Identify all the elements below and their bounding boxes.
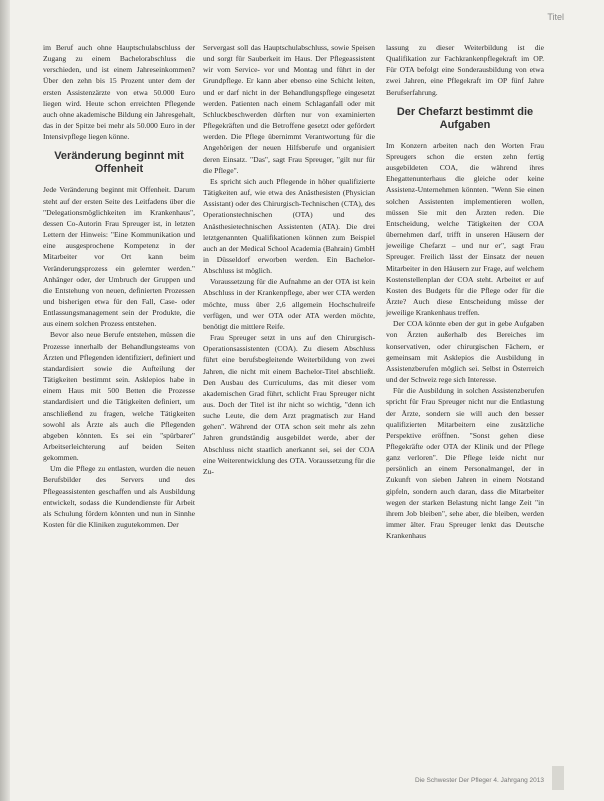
paragraph: Es spricht sich auch Pflegende in höher qualifizierte Tätigkeiten auf, wie etwa des Anästhesisten (Physician Assistant) oder des Chirurgisch-Technischen (CTA), des Operationstechnischen (OTA) und des Anästhesietechnischen Assistenten (ATA). Die drei letztgenannten Qualifikationen können zum Beispiel auch an der Medical School Academia (Bahrain) GmbH in Düsseldorf erworben werden. Ein Bachelor-Abschluss ist möglich. <box>203 176 375 276</box>
paragraph: Für die Ausbildung in solchen Assistenzberufen spricht für Frau Spreuger nicht nur die Entlastung der Ärzte, sondern sie will auch den besser qualifizierten Mitarbeitern eine zusätzliche Perspektive eröffnen. "Sonst gehen diese Pflegekräfte oder OTA der Klinik und der Pflege ganz verloren". Die Pflege leide nicht nur persönlich an einem Personalmangel, der in Zukunft von sieben Jahren in einem Notstand gipfeln, sondern auch daran, dass die Mitarbeiter wegen der starken Belastung nicht lange Zeit "in ihrem Job bleiben", sehe aber, die bleiben, werden immer älter. Frau Spreuger lenkt das Deutsche Krankenhaus <box>386 386 544 541</box>
page-edge-tab <box>552 766 564 790</box>
page-footer: Die Schwester Der Pfleger 4. Jahrgang 2013 <box>415 777 544 784</box>
paragraph: Servergast soll das Hauptschulabschluss, sowie Speisen und sorgt für Sauberkeit im Haus. Der Pflegeassistent wir vom Service- vor und Montag und führt in der Grundpflege. Er kann aber ebenso eine Schicht leiten, und er darf nicht in der Behandlungspflege eingesetzt werden. Patienten nach einem Schlaganfall oder mit Schluckbeschwerden dürften nur von examinierten Pflegekräften und die Betroffene gesetzt oder gefördert werden. Die Pflege übernimmt Verantwortung für die Angehörigen der neuen Hilfsberufe und organisiert deren Einsatz. "Das", sagt Frau Spreuger, "gilt nur für die Pflege". <box>203 43 375 175</box>
column-3 <box>386 42 544 541</box>
paragraph: Um die Pflege zu entlasten, wurden die neuen Berufsbilder des Servers und des Pflegeassistenten geschaffen und als Ausbildung entwickelt, sodass die Kundendienste für Arbeit als Schulung fördern könnten und nun in Sinnhe Kosten für die Kliniken zugutekommen. Der <box>43 464 195 530</box>
binding-gutter <box>0 0 10 801</box>
column-2 <box>203 42 375 477</box>
paragraph: lassung zu dieser Weiterbildung ist die Qualifikation zur Fachkrankenpflegekraft im OP. Für OTA befolgt eine Sonderausbildung von etwa zwei Jahren, eine Pflegekraft im OP fünf Jahre Berufserfahrung. <box>386 43 544 97</box>
section-header: Titel <box>547 12 564 22</box>
column-1 <box>43 42 195 530</box>
paragraph: Im Konzern arbeiten nach den Worten Frau Spreugers schon die ersten zehn fertig ausgebildeten COA, die während ihres Ehegattenunterhaus die gleiche oder keine Assistenz-Unternehmen könnten. "Wenn Sie einen solchen Assistenten implementieren wollen, müssen Sie mit den Ärzten reden. Die Entscheidung, welche Tätigkeiten der COA übernehmen darf, trifft in unseren Häusern der jeweilige Chefarzt – und nur er", sagt Frau Spreuger. Freilich lässt der Einsatz der neuen Mitarbeiter in den Häusern zur Frage, auf welchem Kostenstellenplan der COA steht. Arbeitet er auf Kosten des Budgets für die Pflege oder für die Ärzte? Auch diese Entscheidung müsse der jeweilige Krankenhaus treffen. <box>386 140 544 318</box>
paragraph: Bevor also neue Berufe entstehen, müssen die Prozesse innerhalb der Behandlungsteams von Ärzten und Pflegenden identifiziert, definiert und standardisiert sowie die Aufteilung der Tätigkeiten bestimmt sein. Asklepios habe in einem Haus mit 500 Betten die Prozesse standardisiert und die Tätigkeiten definiert, um anschließend zu fragen, welche Tätigkeiten sowohl als Ärzte als auch die Pflegenden abgeben könnten. Es sei ein "spürbarer" Arbeitserleichterung auf beiden Seiten gekommen. <box>43 330 195 463</box>
section-heading: Der Chefarzt bestimmt die Aufgaben <box>396 105 534 131</box>
paragraph: Voraussetzung für die Aufnahme an der OTA ist kein Abschluss in der Krankenpflege, aber wer CTA werden möchte, muss über 2,6 allgemein Hochschulreife verfügen, und wer OTA oder ATA werden möchte, benötigt die mittlere Reife. <box>203 277 375 331</box>
paragraph: Jede Veränderung beginnt mit Offenheit. Darum steht auf der ersten Seite des Leitfadens über die "Delegationsmöglichkeiten im Krankenhaus", dessen Co-Autorin Frau Spreuger ist, in letzten Lettern der Hinweis: "Eine Kommunikation und eine ausgesprochene Kompetenz in der Mitarbeiter vor Ort kann beim Veränderungsprozess ein gelernter werden." Anhänger oder, der Umbruch der Gruppen und die Entstehung von neuen, definierten Prozessen und bisherigen etwa für den Fall, Case- oder Entlassungsmanagement sein der Produkte, die aus einem solchen Prozess entstehen. <box>43 185 195 329</box>
section-heading: Veränderung beginnt mit Offenheit <box>54 150 184 176</box>
paragraph: Der COA könnte eben der gut in gebe Aufgaben von Ärzten außerhalb des Bereiches im konservativen, oder chirurgischen Fächern, er gemeinsam mit Asklepios die Ausbildung in Assistenzberufen möglich sei. Selbst in Österreich und der Schweiz rege sich Interesse. <box>386 319 544 385</box>
paragraph: im Beruf auch ohne Hauptschulabschluss der Zugang zu einem Bachelorabschluss die verschieden, und ist einem Jahreseinkommen? Über den zehn bis 15 Prozent unter dem der ersten Assistenzärzte von etwa 50.000 Euro liegen wird. Heute schon erreichten Pflegende auch ohne akademische Bildung ein Jahresgehalt, das in der Spitze bei mehr als 50.000 Euro in der Intensivpflege liegen könne. <box>43 43 195 142</box>
paragraph: Frau Spreuger setzt in uns auf den Chirurgisch-Operationsassistenten (COA). Zu diesem Abschluss führt eine berufsbegleitende Weiterbildung von zwei Jahren, die nicht mit einem Bachelor-Titel abschließt. Den Ausbau des Curriculums, das mit dieser vom akademischen Grad führt, schlicht Frau Spreuger nicht aus. Doch der Titel ist ihr nicht so wichtig, "denn ich suche Leute, die dem Arzt pragmatisch zur Hand gehen". Während der OTA schon seit mehr als zehn Jahren grundständig ausgebildet werde, aber der Abschluss nicht staatlich anerkannt sei, sei der COA eine Weiterentwicklung des OTA. Voraussetzung für die Zu- <box>203 333 375 476</box>
